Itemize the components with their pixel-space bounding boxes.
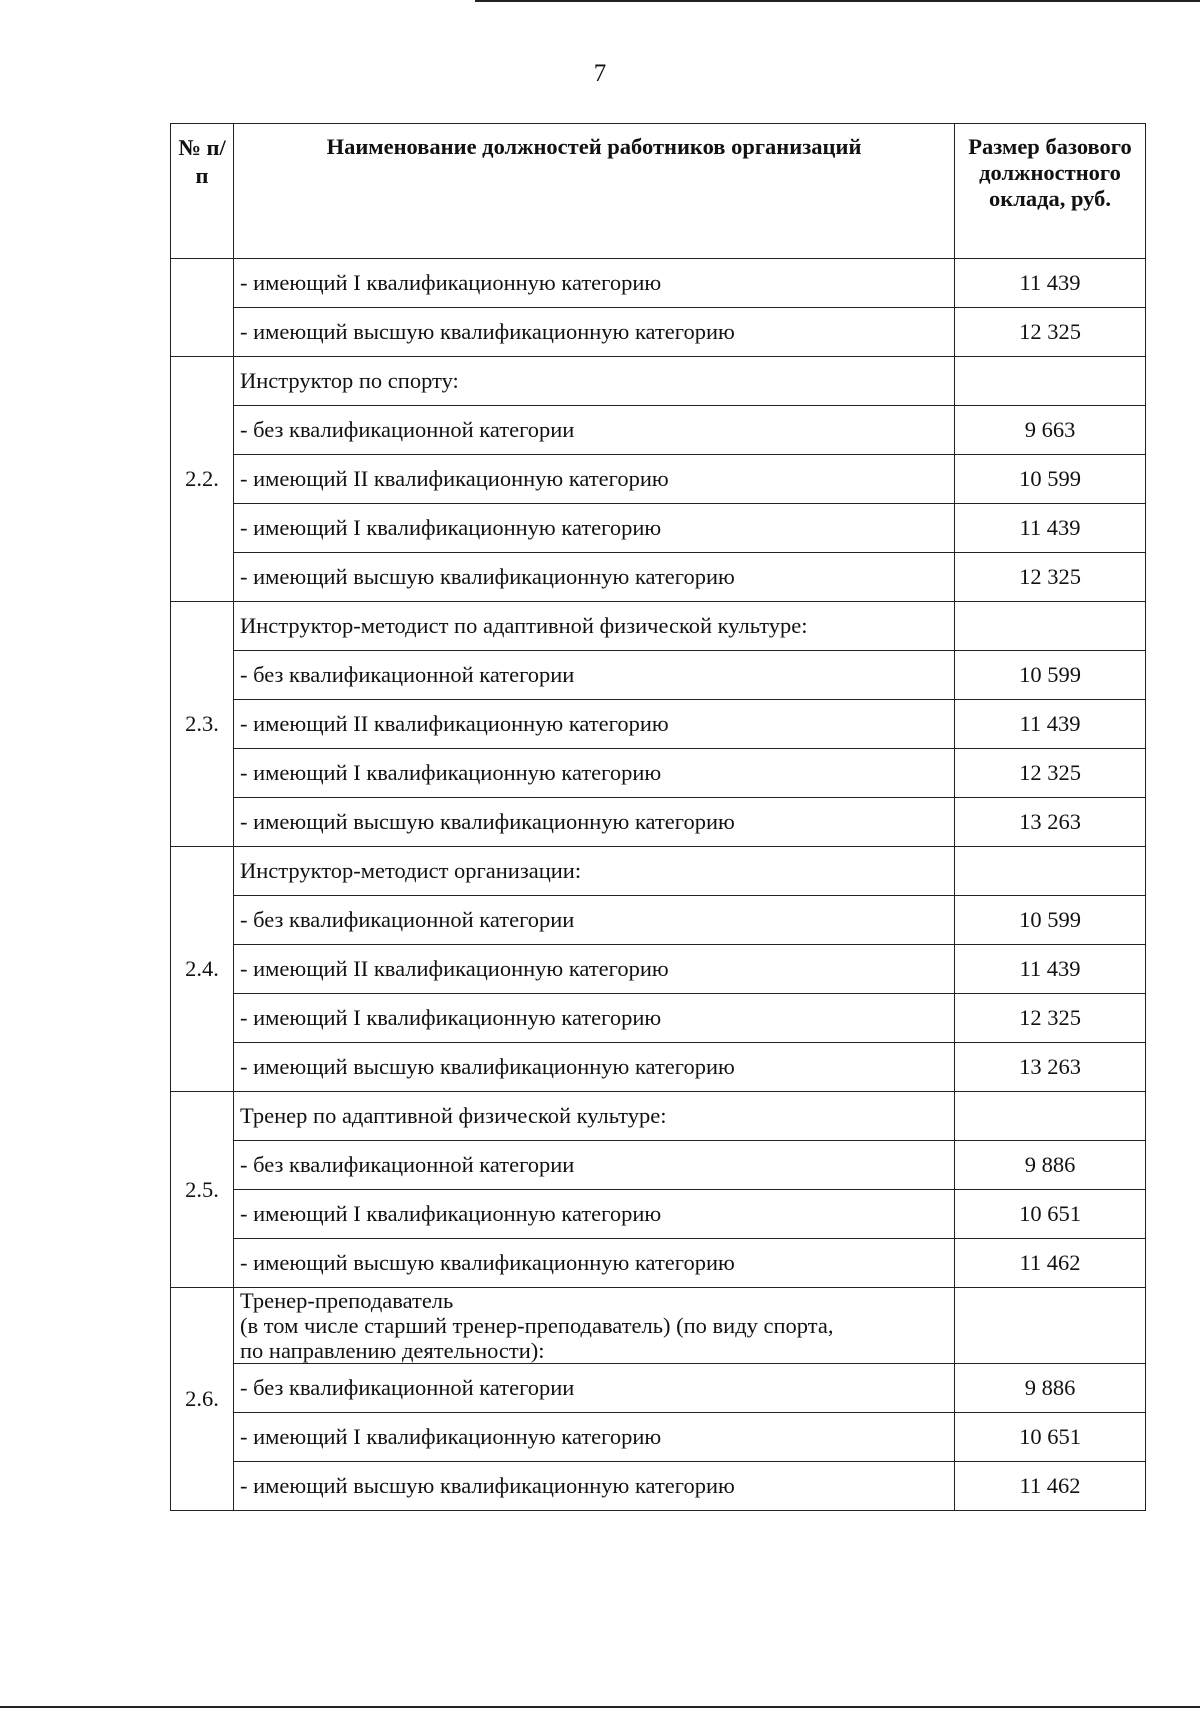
- salary-value: 12 325: [955, 749, 1146, 798]
- group-title-line: Тренер-преподаватель: [240, 1288, 454, 1313]
- group-title: Инструктор-методист организации:: [234, 847, 955, 896]
- table-row: [171, 406, 1146, 455]
- position-name: - без квалификационной категории: [234, 896, 955, 945]
- table-row: [171, 308, 1146, 357]
- table-row: [171, 651, 1146, 700]
- table-body: [171, 259, 1146, 1511]
- salary-value: 10 651: [955, 1190, 1146, 1239]
- salary-value: 9 663: [955, 406, 1146, 455]
- position-name: - имеющий высшую квалификационную категорию: [234, 553, 955, 602]
- position-name: - имеющий I квалификационную категорию: [234, 504, 955, 553]
- table-row: [171, 602, 1146, 651]
- page-number: 7: [593, 60, 607, 87]
- position-name: - имеющий высшую квалификационную категорию: [234, 1239, 955, 1288]
- salary-value: 12 325: [955, 553, 1146, 602]
- table-row: [171, 1239, 1146, 1288]
- row-number: 2.6.: [171, 1288, 234, 1511]
- group-title-line: (в том числе старший тренер-преподаватель) (по виду спорта,: [240, 1313, 834, 1338]
- table-row: [171, 1141, 1146, 1190]
- salary-value: 11 439: [955, 504, 1146, 553]
- row-number-empty: [171, 259, 234, 357]
- table-row: [171, 798, 1146, 847]
- table-row: [171, 700, 1146, 749]
- position-name: - имеющий II квалификационную категорию: [234, 455, 955, 504]
- salary-value: 13 263: [955, 798, 1146, 847]
- table-row: [171, 1364, 1146, 1413]
- salary-value: 10 599: [955, 896, 1146, 945]
- position-name: - имеющий I квалификационную категорию: [234, 994, 955, 1043]
- group-title: [234, 1288, 955, 1364]
- position-name: - имеющий высшую квалификационную категорию: [234, 798, 955, 847]
- salary-value: 11 462: [955, 1462, 1146, 1511]
- bottom-rule: [0, 1706, 1200, 1708]
- position-name: - без квалификационной категории: [234, 1141, 955, 1190]
- position-name: - имеющий высшую квалификационную категорию: [234, 1462, 955, 1511]
- row-number: 2.5.: [171, 1092, 234, 1288]
- table-row: [171, 259, 1146, 308]
- top-rule: [475, 0, 1200, 2]
- salary-value: 12 325: [955, 994, 1146, 1043]
- position-name: - имеющий I квалификационную категорию: [234, 1413, 955, 1462]
- position-name: - имеющий I квалификационную категорию: [234, 1190, 955, 1239]
- salary-value-empty: [955, 602, 1146, 651]
- table-row: [171, 455, 1146, 504]
- salary-value: 13 263: [955, 1043, 1146, 1092]
- table-row: [171, 1288, 1146, 1364]
- position-name: - имеющий II квалификационную категорию: [234, 700, 955, 749]
- table-row: [171, 1413, 1146, 1462]
- position-name: - имеющий I квалификационную категорию: [234, 749, 955, 798]
- table-row: [171, 847, 1146, 896]
- group-title: Инструктор по спорту:: [234, 357, 955, 406]
- salary-value: 12 325: [955, 308, 1146, 357]
- table-row: [171, 896, 1146, 945]
- salary-value-empty: [955, 1288, 1146, 1364]
- header-number: № п/п: [171, 124, 234, 259]
- position-name: - имеющий I квалификационную категорию: [234, 259, 955, 308]
- salary-value: 10 651: [955, 1413, 1146, 1462]
- table-row: [171, 749, 1146, 798]
- position-name: - без квалификационной категории: [234, 1364, 955, 1413]
- salary-value: 11 439: [955, 945, 1146, 994]
- salary-value: 11 439: [955, 700, 1146, 749]
- position-name: - имеющий высшую квалификационную категорию: [234, 1043, 955, 1092]
- header-position-name: Наименование должностей работников организаций: [234, 124, 955, 259]
- salary-value: 10 599: [955, 455, 1146, 504]
- position-name: - без квалификационной категории: [234, 406, 955, 455]
- row-number: 2.4.: [171, 847, 234, 1092]
- salary-value: 9 886: [955, 1141, 1146, 1190]
- salary-table: [170, 123, 1146, 1511]
- salary-value: 9 886: [955, 1364, 1146, 1413]
- salary-value: 11 462: [955, 1239, 1146, 1288]
- table-row: [171, 994, 1146, 1043]
- salary-value-empty: [955, 357, 1146, 406]
- salary-value-empty: [955, 1092, 1146, 1141]
- table-row: [171, 357, 1146, 406]
- table-row: [171, 1043, 1146, 1092]
- table-row: [171, 945, 1146, 994]
- group-title-line: по направлению деятельности):: [240, 1338, 545, 1363]
- group-title: Тренер по адаптивной физической культуре:: [234, 1092, 955, 1141]
- table-row: [171, 1462, 1146, 1511]
- position-name: - имеющий высшую квалификационную категорию: [234, 308, 955, 357]
- group-title: Инструктор-методист по адаптивной физической культуре:: [234, 602, 955, 651]
- row-number: 2.2.: [171, 357, 234, 602]
- position-name: - без квалификационной категории: [234, 651, 955, 700]
- table-row: [171, 1092, 1146, 1141]
- table-row: [171, 553, 1146, 602]
- table-header-row: [171, 124, 1146, 259]
- table-row: [171, 504, 1146, 553]
- header-salary: Размер базового должностного оклада, руб.: [955, 124, 1146, 259]
- row-number: 2.3.: [171, 602, 234, 847]
- position-name: - имеющий II квалификационную категорию: [234, 945, 955, 994]
- salary-value-empty: [955, 847, 1146, 896]
- table-row: [171, 1190, 1146, 1239]
- salary-value: 10 599: [955, 651, 1146, 700]
- salary-value: 11 439: [955, 259, 1146, 308]
